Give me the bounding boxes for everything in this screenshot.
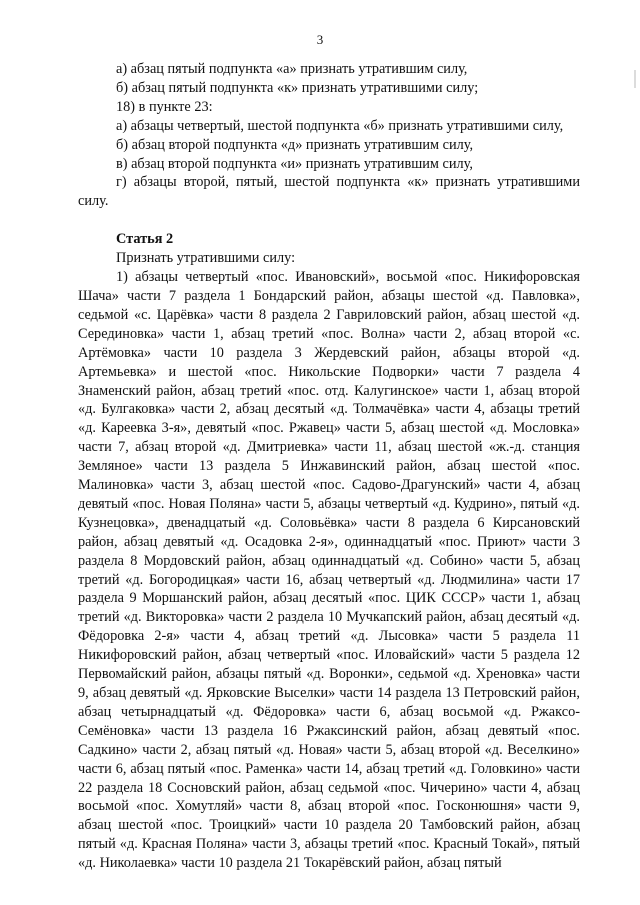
page-number: 3 xyxy=(316,32,324,47)
amendment-line-g: г) абзацы второй, пятый, шестой подпункта «к» признать утратившими силу. xyxy=(78,174,580,210)
amendment-line-a-first: а) абзац пятый подпункта «а» признать утратившим силу, xyxy=(116,61,468,77)
article-heading: Статья 2 xyxy=(116,231,174,248)
scan-edge-mark xyxy=(634,70,636,88)
amendment-line-a-second: а) абзацы четвертый, шестой подпункта «б» признать утратившими силу, xyxy=(116,117,564,134)
article-item-1: 1) абзацы четвертый «пос. Ивановский», восьмой «пос. Никифоровская Шача» части 7 раздела 1 Бондарский район, абзацы шестой «д. Павловка», седьмой «с. Царёвка» части 8 раздела 2 Гавриловский район, абзац шестой «д. Серединовка» части 1, абзац третий «пос. Волна» части 2, абзац второй «с. Артёмовка» части 10 раздела 3 Жердевский район, абзацы второй «д. Артемьевка» и шестой «пос. Никольские Подворки» части 7 раздела 4 Знаменский район, абзац третий «пос. отд. Калугинское» части 1, абзац второй «д. Булгаковка» части 2, абзац десятый «д. Толмачёвка» части 4, абзацы третий «д. Кареевка 3-я», девятый «пос. Ржавец» части 5, абзац шестой «д. Мословка» части 7, абзац второй «д. Дмитриевка» части 11, абзац шестой «ж.-д. станция Земляное» части 13 раздела 5 Инжавинский район, абзац шестой «пос. Малиновка» части 3, абзац шестой «пос. Садово-Драгунский» части 4, абзац девятый «пос. Новая Поляна» части 5, абзацы четвертый «д. Кудрино», пятый «д. Кузнецовка», двенадцатый «д. Соловьёвка» части 8 раздела 6 Кирсановский район, абзац девятый «д. Осадовка 2-я», одиннадцатый «пос. Приют» части 3 раздела 8 Мордовский район, абзац одиннадцатый «д. Собино» части 5, абзац третий «д. Богородицкая» части 16, абзац четвертый «д. Людмилина» части 17 раздела 9 Моршанский район, абзац десятый «пос. ЦИК СССР» части 1, абзац третий «д. Викторовка» части 2 раздела 10 Мучкапский район, абзац десятый «д. Фёдоровка 2-я» части 4, абзац третий «д. Лысовка» части 5 раздела 11 Никифоровский район, абзац четвертый «пос. Иловайский» части 5 раздела 12 Первомайский район, абзацы пятый «д. Воронки», седьмой «д. Хреновка» части 9, абзац девятый «д. Ярковские Выселки» части 14 раздела 13 Петровский район, абзац четырнадцатый «д. Фёдоровка» части 6, абзац восьмой «д. Ржаксо-Семёновка» части 13 раздела 16 Ржаксинский район, абзац девятый «пос. Садкино» части 2, абзац пятый «д. Новая» части 5, абзац второй «д. Веселкино» части 6, абзац пятый «пос. Раменка» части 14, абзац третий «д. Головкино» части 22 раздела 18 Сосновский район, абзац седьмой «пос. Чичерино» части 4, абзац восьмой «пос. Хомутляй» части 8, абзац второй «пос. Госконюшня» части 9, абзац шестой «пос. Троицкий» части 10 раздела 20 Тамбовский район, абзац пятый «д. Красная Поляна» части 3, абзацы третий «пос. Красный Токай», пятый «д. Николаевка» части 10 раздела 21 Токарёвский район, абзац пятый xyxy=(78,269,580,872)
amendment-point-18: 18) в пункте 23: xyxy=(116,98,213,115)
amendment-line-v: в) абзац второй подпункта «и» признать утратившим силу, xyxy=(116,155,473,172)
amendment-line-b-second: б) абзац второй подпункта «д» признать утратившим силу, xyxy=(116,136,474,153)
article-intro: Признать утратившими силу: xyxy=(116,250,296,267)
document-body xyxy=(78,60,580,873)
amendment-line-b-first: б) абзац пятый подпункта «к» признать утратившими силу; xyxy=(116,79,479,96)
